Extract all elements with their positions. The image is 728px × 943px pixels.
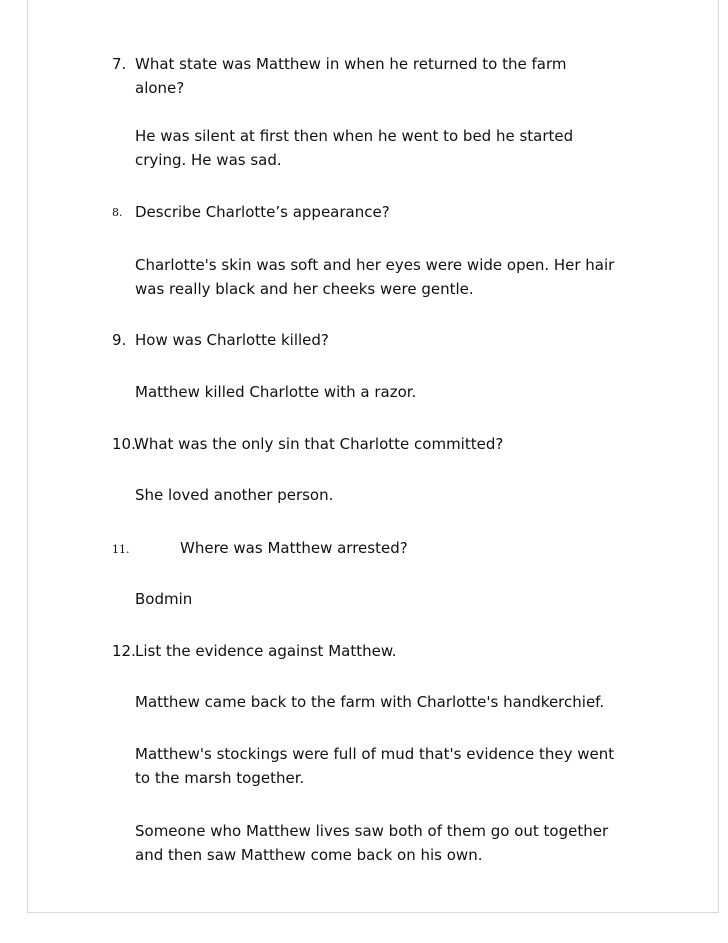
- question-text: Describe Charlotte’s appearance?: [135, 203, 390, 221]
- question-text: How was Charlotte killed?: [135, 331, 329, 349]
- answer-text: Matthew killed Charlotte with a razor.: [135, 383, 417, 401]
- answer-text: crying. He was sad.: [135, 151, 282, 169]
- question-number: 9.: [112, 331, 127, 349]
- question-text: Where was Matthew arrested?: [180, 539, 408, 557]
- answer-text: and then saw Matthew come back on his own.: [135, 846, 483, 864]
- answer-text: Someone who Matthew lives saw both of them go out together: [135, 822, 609, 840]
- question-number: 12.: [112, 642, 136, 660]
- question-text: List the evidence against Matthew.: [135, 642, 397, 660]
- answer-text: was really black and her cheeks were gentle.: [135, 280, 474, 298]
- question-text: alone?: [135, 79, 185, 97]
- answer-text: Charlotte's skin was soft and her eyes were wide open. Her hair: [135, 256, 615, 274]
- question-number: 8.: [112, 206, 123, 219]
- answer-text: Matthew came back to the farm with Charlotte's handkerchief.: [135, 693, 605, 711]
- answer-text: Matthew's stockings were full of mud that's evidence they went: [135, 745, 615, 763]
- question-text: What state was Matthew in when he returned to the farm: [135, 55, 567, 73]
- answer-text: Bodmin: [135, 590, 193, 608]
- question-text: What was the only sin that Charlotte committed?: [134, 435, 504, 453]
- question-number: 10.: [112, 435, 136, 453]
- question-number: 7.: [112, 55, 127, 73]
- question-number: 11.: [112, 543, 130, 556]
- answer-text: to the marsh together.: [135, 769, 305, 787]
- answer-text: He was silent at first then when he went to bed he started: [135, 127, 574, 145]
- answer-text: She loved another person.: [135, 486, 334, 504]
